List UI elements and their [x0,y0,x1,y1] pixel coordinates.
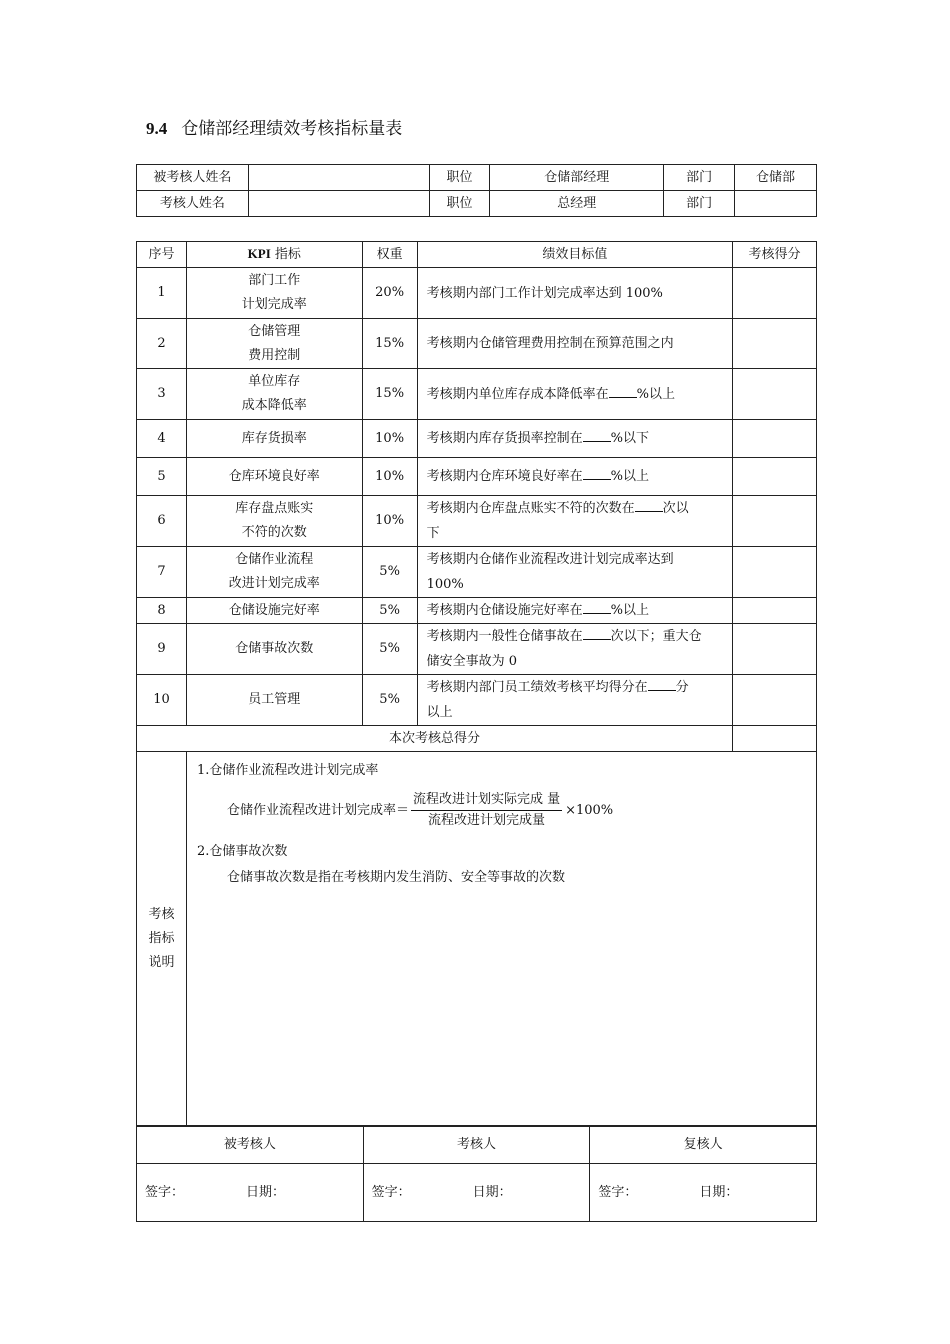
notes-row [137,752,817,1127]
weight: 15% [362,319,417,369]
kpi-name: 库存盘点账实 不符的次数 [186,496,362,547]
table-row [137,598,817,624]
assessor-row [137,191,817,217]
assessee-name-label: 被考核人姓名 [137,165,249,191]
score-field[interactable] [733,319,817,369]
weight: 10% [362,420,417,458]
table-row [137,268,817,319]
formula-fraction [411,790,562,831]
table-row [137,624,817,675]
row-no: 10 [137,675,187,726]
total-label: 本次考核总得分 [137,726,733,752]
target: 考核期内仓储作业流程改进计划完成率达到 100% [417,547,732,598]
target: 考核期内部门员工绩效考核平均得分在 分 以上 [417,675,732,726]
row-no: 6 [137,496,187,547]
total-row [137,726,817,752]
weight: 15% [362,369,417,420]
title-text: 仓储部经理绩效考核指标量表 [181,119,403,139]
col-kpi: KPI 指标 [186,242,362,268]
col-no: 序号 [137,242,187,268]
target: 考核期内仓库环境良好率在 %以上 [417,458,732,496]
fill-blank[interactable] [635,499,663,512]
assessor-dept-field[interactable] [735,191,817,217]
weight: 10% [362,458,417,496]
row-no: 2 [137,319,187,369]
score-field[interactable] [733,268,817,319]
score-field[interactable] [733,458,817,496]
kpi-header-row [137,242,817,268]
fill-blank[interactable] [583,627,611,640]
weight: 20% [362,268,417,319]
target: 考核期内单位库存成本降低率在 %以上 [417,369,732,420]
table-row [137,420,817,458]
sig-assessor-label: 考核人 [363,1126,590,1164]
target: 考核期内一般性仓储事故在 次以下；重大仓 储安全事故为 0 [417,624,732,675]
note-item2-text: 仓储事故次数是指在考核期内发生消防、安全等事故的次数 [226,870,565,885]
target: 考核期内库存货损率控制在 %以下 [417,420,732,458]
sig-assessor-field[interactable]: 签字： 日期： [363,1164,590,1222]
row-no: 7 [137,547,187,598]
kpi-name: 仓储作业流程 改进计划完成率 [186,547,362,598]
score-field[interactable] [733,675,817,726]
formula-tail: ×100% [565,802,614,818]
kpi-name: 仓库环境良好率 [186,458,362,496]
col-score: 考核得分 [733,242,817,268]
total-score-field[interactable] [733,726,817,752]
weight: 5% [362,675,417,726]
header-table [136,164,817,217]
sig-reviewer-label: 复核人 [590,1126,817,1164]
dept-label: 部门 [664,165,735,191]
table-row [137,458,817,496]
weight: 10% [362,496,417,547]
assessee-name-field[interactable] [248,165,429,191]
kpi-name: 仓储设施完好率 [186,598,362,624]
row-no: 9 [137,624,187,675]
target: 考核期内仓库盘点账实不符的次数在 次以 下 [417,496,732,547]
row-no: 3 [137,369,187,420]
assessor-position-value: 总经理 [490,191,664,217]
table-row [137,319,817,369]
table-row [137,369,817,420]
score-field[interactable] [733,369,817,420]
score-field[interactable] [733,496,817,547]
col-weight: 权重 [362,242,417,268]
sig-assessee-label: 被考核人 [137,1126,364,1164]
table-row [137,675,817,726]
target: 考核期内仓储管理费用控制在预算范围之内 [417,319,732,369]
sig-reviewer-field[interactable]: 签字： 日期： [590,1164,817,1222]
target: 考核期内部门工作计划完成率达到 100% [417,268,732,319]
row-no: 5 [137,458,187,496]
score-field[interactable] [733,420,817,458]
kpi-name: 员工管理 [186,675,362,726]
signature-row [137,1164,817,1222]
dept-label: 部门 [664,191,735,217]
assessee-dept-value: 仓储部 [735,165,817,191]
kpi-name: 仓储管理 费用控制 [186,319,362,369]
sig-assessee-field[interactable]: 签字： 日期： [137,1164,364,1222]
formula-numerator: 流程改进计划实际完成 量 [411,790,562,811]
fill-blank[interactable] [583,467,611,480]
kpi-name: 部门工作 计划完成率 [186,268,362,319]
section-number: 9.4 [146,119,168,138]
kpi-table [136,241,817,1127]
position-label: 职位 [429,191,490,217]
score-field[interactable] [733,624,817,675]
kpi-name: 库存货损率 [186,420,362,458]
weight: 5% [362,598,417,624]
row-no: 1 [137,268,187,319]
notes-content [186,752,816,1127]
formula-denominator: 流程改进计划完成量 [428,813,546,828]
page-title [146,114,402,139]
col-target: 绩效目标值 [417,242,732,268]
signature-header-row [137,1126,817,1164]
weight: 5% [362,624,417,675]
formula [227,790,816,831]
table-row [137,496,817,547]
note-item2-title: 2.仓储事故次数 [196,844,288,859]
assessor-name-field[interactable] [248,191,429,217]
position-label: 职位 [429,165,490,191]
note-item1-title: 1.仓储作业流程改进计划完成率 [196,763,379,778]
weight: 5% [362,547,417,598]
formula-lhs: 仓储作业流程改进计划完成率＝ [226,802,409,818]
notes-side-label: 考核 指标 说明 [137,752,187,1127]
target: 考核期内仓储设施完好率在 %以上 [417,598,732,624]
assessee-row [137,165,817,191]
fill-blank[interactable] [609,385,637,398]
row-no: 8 [137,598,187,624]
signature-table [136,1125,817,1222]
fill-blank[interactable] [648,678,676,691]
kpi-name: 单位库存 成本降低率 [186,369,362,420]
fill-blank[interactable] [583,429,611,442]
fill-blank[interactable] [583,601,611,614]
assessee-position-value: 仓储部经理 [490,165,664,191]
row-no: 4 [137,420,187,458]
score-field[interactable] [733,547,817,598]
score-field[interactable] [733,598,817,624]
kpi-name: 仓储事故次数 [186,624,362,675]
table-row [137,547,817,598]
assessor-name-label: 考核人姓名 [137,191,249,217]
